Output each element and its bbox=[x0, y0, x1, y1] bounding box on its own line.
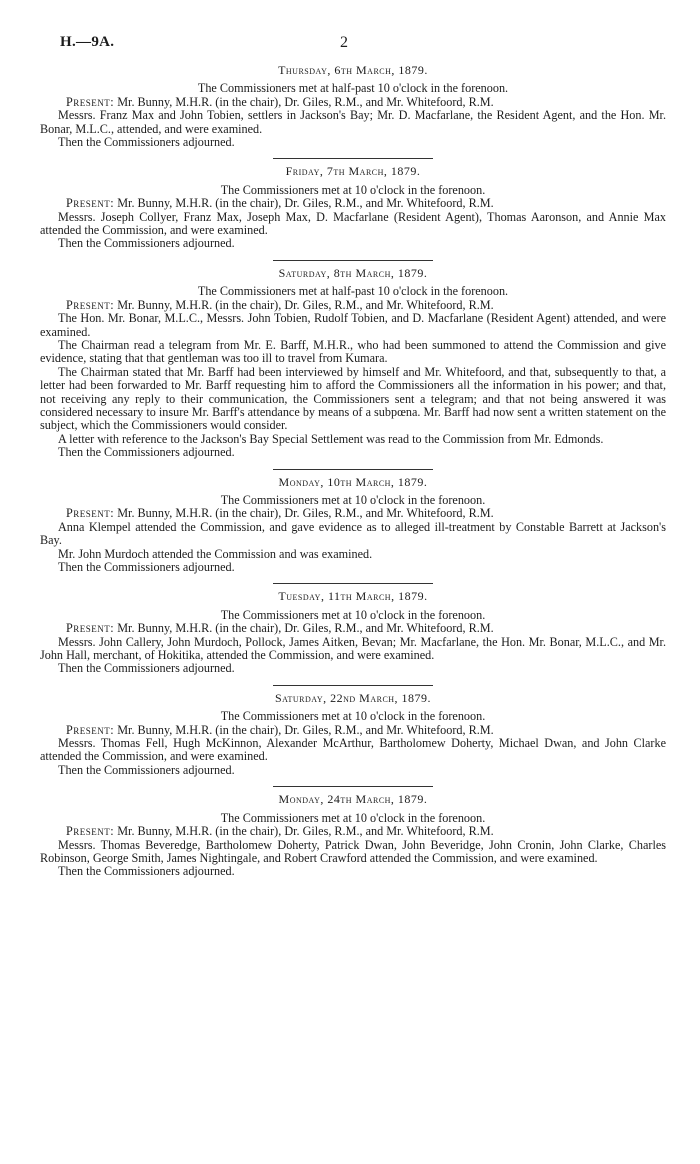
present-line bbox=[40, 622, 666, 635]
minutes-entry bbox=[40, 793, 666, 878]
present-members: Mr. Bunny, M.H.R. (in the chair), Dr. Giles, R.M., and Mr. Whitefoord, R.M. bbox=[117, 722, 494, 737]
minutes-paragraph: Then the Commissioners adjourned. bbox=[58, 135, 235, 150]
present-members: Mr. Bunny, M.H.R. (in the chair), Dr. Giles, R.M., and Mr. Whitefoord, R.M. bbox=[117, 621, 494, 636]
present-label: Present: bbox=[66, 506, 115, 521]
document-reference: H.—9A. bbox=[60, 34, 115, 50]
meeting-time: The Commissioners met at 10 o'clock in the forenoon. bbox=[220, 810, 486, 825]
meeting-time: The Commissioners met at 10 o'clock in the forenoon. bbox=[220, 709, 486, 724]
entry-date: Saturday, 22nd March, 1879. bbox=[274, 690, 432, 705]
minutes-paragraph: Messrs. John Callery, John Murdoch, Pollock, James Aitken, Bevan; Mr. Macfarlane, the Hon. Mr. Bonar, M.L.C., and Mr. John Hall, merchant, of Hokitika, attended the Commission, and were examined. bbox=[40, 634, 666, 663]
minutes-paragraph: Then the Commissioners adjourned. bbox=[58, 661, 235, 676]
section-divider bbox=[273, 469, 433, 470]
present-line bbox=[40, 507, 666, 520]
minutes-paragraph: The Hon. Mr. Bonar, M.L.C., Messrs. John Tobien, Rudolf Tobien, and D. Macfarlane (Resident Agent) attended, and were examined. bbox=[40, 311, 666, 339]
present-line bbox=[40, 96, 666, 109]
minutes-paragraph: A letter with reference to the Jackson's Bay Special Settlement was read to the Commission from Mr. Edmonds. bbox=[58, 431, 604, 446]
minutes-paragraph: Messrs. Thomas Fell, Hugh McKinnon, Alexander McArthur, Bartholomew Doherty, Michael Dwan, and John Clarke attended the Commission, and were examined. bbox=[40, 736, 666, 764]
minutes-entry bbox=[40, 692, 666, 777]
minutes-paragraph: Then the Commissioners adjourned. bbox=[58, 445, 235, 460]
minutes-paragraph: Then the Commissioners adjourned. bbox=[58, 762, 235, 777]
section-divider bbox=[273, 583, 433, 584]
present-label: Present: bbox=[66, 94, 115, 109]
section-divider bbox=[273, 685, 433, 686]
minutes-paragraph: Messrs. Franz Max and John Tobien, settlers in Jackson's Bay; Mr. D. Macfarlane, the Resident Agent, and the Hon. Mr. Bonar, M.L.C., attended, and were examined. bbox=[40, 108, 666, 136]
present-line bbox=[40, 724, 666, 737]
minutes-paragraph: Mr. John Murdoch attended the Commission and was examined. bbox=[58, 546, 373, 561]
section-divider bbox=[273, 260, 433, 261]
meeting-time: The Commissioners met at 10 o'clock in the forenoon. bbox=[220, 607, 486, 622]
present-label: Present: bbox=[66, 196, 115, 211]
minutes-paragraph: Anna Klempel attended the Commission, and gave evidence as to alleged ill-treatment by Constable Barrett at Jackson's Bay. bbox=[40, 519, 666, 548]
minutes-body bbox=[40, 58, 666, 879]
present-members: Mr. Bunny, M.H.R. (in the chair), Dr. Giles, R.M., and Mr. Whitefoord, R.M. bbox=[117, 824, 494, 839]
entry-date: Tuesday, 11th March, 1879. bbox=[278, 589, 428, 604]
minutes-entry bbox=[40, 165, 666, 250]
entry-date: Friday, 7th March, 1879. bbox=[285, 164, 421, 179]
present-members: Mr. Bunny, M.H.R. (in the chair), Dr. Giles, R.M., and Mr. Whitefoord, R.M. bbox=[117, 196, 494, 211]
present-line bbox=[40, 299, 666, 312]
present-label: Present: bbox=[66, 621, 115, 636]
meeting-time: The Commissioners met at 10 o'clock in the forenoon. bbox=[220, 492, 486, 507]
minutes-entry bbox=[40, 267, 666, 460]
present-label: Present: bbox=[66, 722, 115, 737]
minutes-entry bbox=[40, 64, 666, 149]
present-label: Present: bbox=[66, 824, 115, 839]
minutes-paragraph: The Chairman stated that Mr. Barff had been interviewed by himself and Mr. Whitefoord, and that, subsequently to that, a letter had been forwarded to Mr. Barff requesting him to afford the Commissioners all the information in his power; and that, not receiving any reply to their communication, the Commissioners sent a telegram; and that not being answered it was considered necessary to insure Mr. Barff's attendance by means of a subpœna. Mr. Barff had now sent a written statement on the subject, which the Commissioners would consider. bbox=[40, 364, 666, 433]
entry-date: Monday, 24th March, 1879. bbox=[278, 792, 428, 807]
present-line bbox=[40, 197, 666, 210]
section-divider bbox=[273, 786, 433, 787]
entry-date: Saturday, 8th March, 1879. bbox=[278, 265, 428, 280]
page-number: 2 bbox=[340, 34, 348, 51]
minutes-entry bbox=[40, 476, 666, 575]
minutes-paragraph: Then the Commissioners adjourned. bbox=[58, 864, 235, 879]
minutes-paragraph: Then the Commissioners adjourned. bbox=[58, 560, 235, 574]
present-line bbox=[40, 825, 666, 838]
minutes-paragraph: Messrs. Thomas Beveredge, Bartholomew Doherty, Patrick Dwan, John Beveridge, John Cronin, John Clarke, Charles Robinson, George Smith, James Nightingale, and Robert Crawford attended the Commission, and were examined. bbox=[40, 837, 666, 865]
present-members: Mr. Bunny, M.H.R. (in the chair), Dr. Giles, R.M., and Mr. Whitefoord, R.M. bbox=[117, 94, 494, 109]
present-members: Mr. Bunny, M.H.R. (in the chair), Dr. Giles, R.M., and Mr. Whitefoord, R.M. bbox=[117, 506, 494, 521]
meeting-time: The Commissioners met at half-past 10 o'clock in the forenoon. bbox=[197, 81, 509, 96]
entry-date: Thursday, 6th March, 1879. bbox=[278, 63, 428, 77]
minutes-paragraph: The Chairman read a telegram from Mr. E. Barff, M.H.R., who had been summoned to attend the Commission and give evidence, stating that that gentleman was too ill to travel from Kumara. bbox=[40, 337, 666, 366]
entry-date: Monday, 10th March, 1879. bbox=[278, 474, 428, 489]
section-divider bbox=[273, 158, 433, 159]
present-label: Present: bbox=[66, 297, 115, 312]
minutes-entry bbox=[40, 590, 666, 675]
page-header bbox=[60, 34, 666, 56]
minutes-paragraph: Messrs. Joseph Collyer, Franz Max, Joseph Max, D. Macfarlane (Resident Agent), Thomas Aaronson, and Annie Max attended the Commission, and were examined. bbox=[40, 209, 666, 238]
meeting-time: The Commissioners met at half-past 10 o'clock in the forenoon. bbox=[197, 284, 509, 299]
present-members: Mr. Bunny, M.H.R. (in the chair), Dr. Giles, R.M., and Mr. Whitefoord, R.M. bbox=[117, 297, 494, 312]
meeting-time: The Commissioners met at 10 o'clock in the forenoon. bbox=[220, 182, 486, 197]
minutes-paragraph: Then the Commissioners adjourned. bbox=[58, 236, 235, 251]
